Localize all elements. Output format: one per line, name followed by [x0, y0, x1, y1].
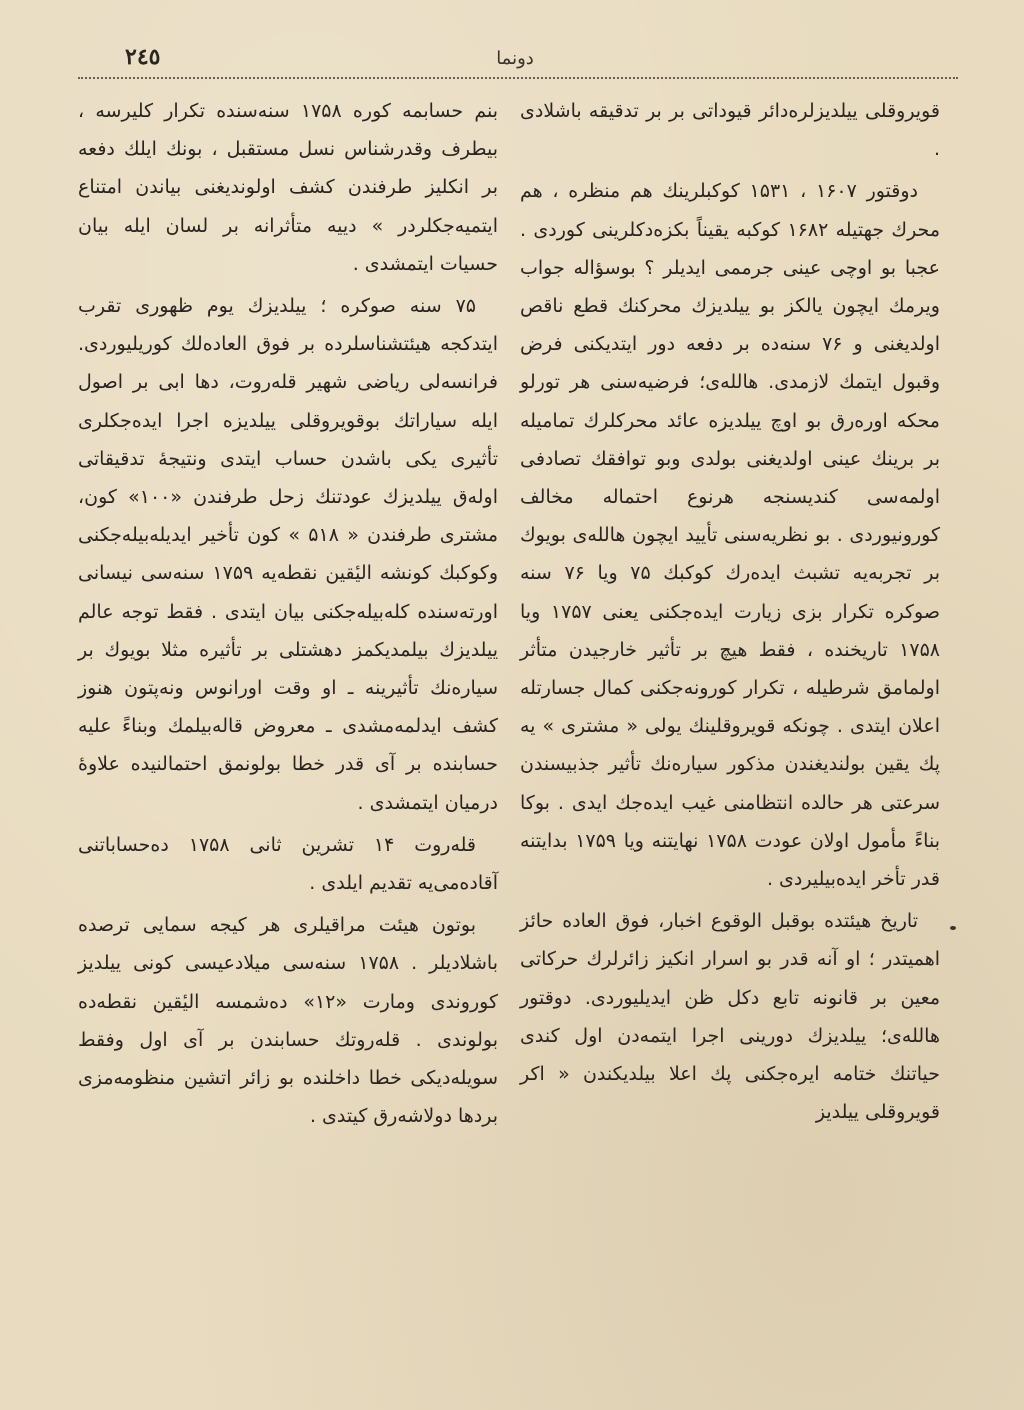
paragraph: بنم حسابمه کوره ۱۷۵۸ سنه‌سنده تکرار کلیرسه ، بیطرف وقدرشناس نسل مستقبل ، بونك ایلك دفعه بر انکلیز طرفندن کشف اولوندیغنی بیاندن امتناع ایتمیه‌جکلردر » دییه متأثرانه بر لسان ایله بیان حسیات ایتمشدی . — [78, 100, 499, 275]
right-column — [520, 92, 940, 1131]
left-column — [78, 92, 498, 1135]
header-divider — [78, 77, 958, 79]
paragraph: دوقتور ۱۶۰۷ ، ۱۵۳۱ کوکبلرینك هم منظره ، هم محرك جهتیله ۱۶۸۲ کوکبه یقیناً بکزه‌دکلرینی کوردی . عجبا بو اوچی عینی جرممی ایدیلر ؟ بوسؤاله جواب ویرمك ایچون یالکز بو ییلدیزك محرکنك قطع ناقص اولدیغنی و ۷۶ سنه‌ده بر دفعه دور ایتدیکنی فرض وقبول ایتمك لازمدی. هالله‌ی؛ فرضیه‌سنی هر تورلو محکه اوره‌رق بو اوچ ییلدیزه عائد محرکلرك تمامیله بر برینك عینی اولدیغنی بولدی وبو توافقك تصادفی اولمه‌سی کندیسنجه هرنوع احتماله مخالف کورونیوردی . بو نظریه‌سنی تأیید ایچون هالله‌ی بویوك بر تجربه‌یه تشبث ایده‌رك کوکبك ۷۵ ویا ۷۶ سنه صوکره تکرار بزی زیارت ایده‌جکنی یعنی ۱۷۵۷ ویا ۱۷۵۸ تاریخنده ، فقط هیچ بر تأثیر خارجیدن متأثر اولمامق شرطیله ، تکرار کورونه‌جکنی کمال جسارتله اعلان ایتدی . چونکه قویروقلینك یولی « مشتری » یه پك یقین بولندیغندن مذکور سیاره‌نك تأثیر جذبیسندن سرعتی هر حالده انتظامنی غیب ایده‌جك ایدی . بوکا بناءً مأمول اولان عودت ۱۷۵۸ نهایتنه ویا ۱۷۵۹ بدایتنه قدر تأخر ایده‌بیلیردی . — [520, 180, 941, 891]
paragraph: بوتون هیئت مراقیلری هر کیجه سمایی ترصده باشلادیلر . ۱۷۵۸ سنه‌سی میلادعیسی کونی ییلدیز کوروندی ومارت «۱۲» ده‌شمسه الیٔقین نقطه‌ده بولوندی . قله‌روتك حسابندن بر آی اول وفقط سویله‌دیکی خطا داخلنده بو زائر اتشین منظومه‌مزی بردها دولاشه‌رق کیتدی . — [78, 914, 498, 1128]
paragraph: ۷۵ سنه صوکره ؛ ییلدیزك یوم ظهوری تقرب ایتدکجه هیئتشناسلرده بر فوق العاده‌لك کوریلیوردی. فرانسه‌لی ریاضی شهیر قله‌روت، دها ابی بر اصول ایله سیاراتك بوقویروقلی ییلدیزه اجرا ایده‌جکلری تأثیری یکی باشدن حساب ایتدی ونتیجهٔ تدقیقاتی اوله‌ق ییلدیزك عودتنك زحل طرفندن «۱۰۰» کون، مشتری طرفندن « ۵۱۸ » کون تأخیر ایدیله‌بیله‌جکنی وکوکبك کونشه الیٔقین نقطه‌یه ۱۷۵۹ سنه‌سی نیسانی اورته‌سنده کله‌بیله‌جکنی بیان ایتدی . فقط توجه عالم ییلدیزك بیلمدیکمز دهشتلی بر تأثیره مثلا بویوك بر سیاره‌نك تأثیرینه ـ او وقت اورانوس ونه‌پتون هنوز کشف ایدلمه‌مشدی ـ معروض قاله‌بیلمك وبناءً علیه حسابنده بر آی قدر خطا بولونمق احتمالنیده علاوهٔ درمیان ایتمشدی . — [78, 295, 499, 814]
paragraph: قویروقلی ییلدیزلره‌دائر قیوداتی بر بر تدقیقه باشلادی . — [520, 100, 940, 161]
paragraph: قله‌روت ۱۴ تشرین ثانی ۱۷۵۸ ده‌حساباتنی آقاده‌می‌یه تقدیم ایلدی . — [78, 833, 498, 895]
page-number: ٢٤٥ — [125, 44, 161, 70]
ink-speck — [950, 926, 956, 930]
paragraph: تاریخ هیئتده بوقبل الوقوع اخبار، فوق العاده حائز اهمیتدر ؛ او آنه قدر بو اسرار انکیز زائرلرك حرکاتی معین بر قانونه تابع دکل ظن ایدیلیوردی. دوقتور هالله‌ی؛ ییلدیزك دورینی اجرا ایتمه‌دن اول کندی حیاتنك ختامه ایره‌جکنی پك اعلا بیلدیکندن « اکر قویروقلی ییلدیز — [520, 910, 940, 1124]
running-title: دونما — [496, 48, 534, 69]
